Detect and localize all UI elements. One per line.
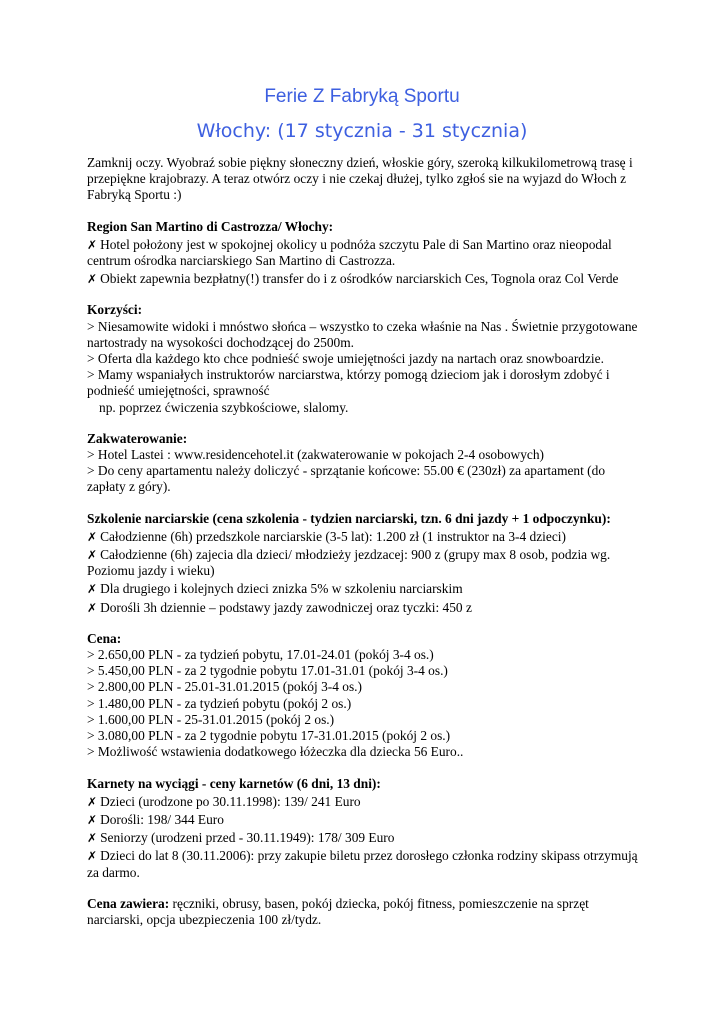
training-item-text: Całodzienne (6h) przedszkole narciarskie (3-5 lat): 1.200 zł (1 instruktor na 3-4 dzieci) bbox=[100, 528, 566, 544]
training-item-text: Całodzienne (6h) zajecia dla dzieci/ młodzieży jezdzacej: 900 z (grupy max 8 osob, podzia wg. Poziomu jazdy i wieku) bbox=[87, 547, 611, 579]
cross-bullet-icon: ✗ bbox=[87, 272, 98, 287]
includes-paragraph bbox=[87, 896, 642, 928]
passes-item-text: Seniorzy (urodzeni przed - 30.11.1949): 178/ 309 Euro bbox=[100, 830, 395, 846]
price-line: > 3.080,00 PLN - za 2 tygodnie pobytu 17-31.01.2015 (pokój 2 os.) bbox=[87, 728, 451, 744]
training-item bbox=[87, 547, 642, 579]
cross-bullet-icon: ✗ bbox=[87, 600, 98, 615]
cross-bullet-icon: ✗ bbox=[87, 548, 98, 563]
cross-bullet-icon: ✗ bbox=[87, 849, 98, 864]
includes-label: Cena zawiera: bbox=[87, 895, 170, 911]
training-item-text: Dla drugiego i kolejnych dzieci znizka 5% w szkoleniu narciarskim bbox=[100, 581, 463, 597]
document-body bbox=[87, 155, 642, 928]
passes-item bbox=[87, 794, 642, 810]
passes-heading: Karnety na wyciągi - ceny karnetów (6 dni, 13 dni): bbox=[87, 775, 381, 791]
region-heading: Region San Martino di Castrozza/ Włochy: bbox=[87, 218, 334, 234]
training-item-text: Dorośli 3h dziennie – podstawy jazdy zawodniczej oraz tyczki: 450 z bbox=[100, 599, 472, 615]
cross-bullet-icon: ✗ bbox=[87, 529, 98, 544]
document-subtitle: Włochy: (17 stycznia - 31 stycznia) bbox=[196, 120, 528, 142]
price-heading: Cena: bbox=[87, 630, 122, 646]
price-line: > 2.800,00 PLN - 25.01-31.01.2015 (pokój 3-4 os.) bbox=[87, 679, 362, 695]
passes-item bbox=[87, 812, 642, 828]
cross-bullet-icon: ✗ bbox=[87, 812, 98, 827]
accommodation-line: > Do ceny apartamentu należy doliczyć - sprzątanie końcowe: 55.00 € (230zł) za apartament (do zapłaty z góry). bbox=[87, 463, 606, 495]
region-item bbox=[87, 271, 642, 287]
passes-item bbox=[87, 830, 642, 846]
passes-item bbox=[87, 848, 642, 880]
training-heading: Szkolenie narciarskie (cena szkolenia - tydzien narciarski, tzn. 6 dni jazdy + 1 odpoczynku): bbox=[87, 510, 611, 526]
benefits-line: > Mamy wspaniałych instruktorów narciarstwa, którzy pomogą dzieciom jak i dorosłym zdobyć i podnieść umiejętności, sprawność bbox=[87, 367, 610, 399]
cross-bullet-icon: ✗ bbox=[87, 237, 98, 252]
price-line: > 2.650,00 PLN - za tydzień pobytu, 17.01-24.01 (pokój 3-4 os.) bbox=[87, 647, 434, 663]
includes-text: ręczniki, obrusy, basen, pokój dziecka, pokój fitness, pomieszczenie na sprzęt narciarski, opcja ubezpieczenia 100 zł/tydz. bbox=[87, 895, 589, 927]
cross-bullet-icon: ✗ bbox=[87, 831, 98, 846]
training-item bbox=[87, 600, 642, 616]
intro-paragraph: Zamknij oczy. Wyobraź sobie piękny słoneczny dzień, włoskie góry, szeroką kilkukilometrową trasę i przepiękne krajobrazy. A teraz otwórz oczy i nie czekaj dłużej, tylko zgłoś sie na wyjazd do Włoch z Fabryką Sportu :) bbox=[87, 155, 633, 203]
accommodation-line: > Hotel Lastei : www.residencehotel.it (zakwaterowanie w pokojach 2-4 osobowych) bbox=[87, 447, 544, 463]
region-item-text: Obiekt zapewnia bezpłatny(!) transfer do i z ośrodków narciarskich Ces, Tognola oraz Col Verde bbox=[100, 271, 619, 287]
passes-item-text: Dorośli: 198/ 344 Euro bbox=[100, 811, 224, 827]
benefits-line: > Niesamowite widoki i mnóstwo słońca – wszystko to czeka właśnie na Nas . Świetnie przygotowane nartostrady na wysokości dochodzącej do 2500m. bbox=[87, 318, 638, 350]
region-item-text: Hotel położony jest w spokojnej okolicy u podnóża szczytu Pale di San Martino oraz nieopodal centrum ośrodka narciarskiego San Martino di Castrozza. bbox=[87, 236, 612, 269]
price-line: > 5.450,00 PLN - za 2 tygodnie pobytu 17.01-31.01 (pokój 3-4 os.) bbox=[87, 663, 448, 679]
price-line: > 1.600,00 PLN - 25-31.01.2015 (pokój 2 os.) bbox=[87, 711, 335, 727]
price-line: > 1.480,00 PLN - za tydzień pobytu (pokój 2 os.) bbox=[87, 695, 352, 711]
passes-item-text: Dzieci do lat 8 (30.11.2006): przy zakupie biletu przez dorosłego członka rodziny skipass otrzymują za darmo. bbox=[87, 848, 638, 880]
training-item bbox=[87, 581, 642, 597]
accommodation-heading: Zakwaterowanie: bbox=[87, 430, 188, 446]
benefits-line: np. poprzez ćwiczenia szybkościowe, slalomy. bbox=[99, 399, 349, 415]
training-item bbox=[87, 529, 642, 545]
region-item bbox=[87, 237, 642, 269]
cross-bullet-icon: ✗ bbox=[87, 582, 98, 597]
benefits-line: > Oferta dla każdego kto chce podnieść swoje umiejętności jazdy na nartach oraz snowboardzie. bbox=[87, 351, 604, 367]
cross-bullet-icon: ✗ bbox=[87, 794, 98, 809]
price-line: > Możliwość wstawienia dodatkowego łóżeczka dla dziecka 56 Euro.. bbox=[87, 744, 464, 760]
passes-item-text: Dzieci (urodzone po 30.11.1998): 139/ 241 Euro bbox=[100, 793, 361, 809]
benefits-heading: Korzyści: bbox=[87, 302, 143, 318]
document-title: Ferie Z Fabryką Sportu bbox=[264, 86, 460, 107]
